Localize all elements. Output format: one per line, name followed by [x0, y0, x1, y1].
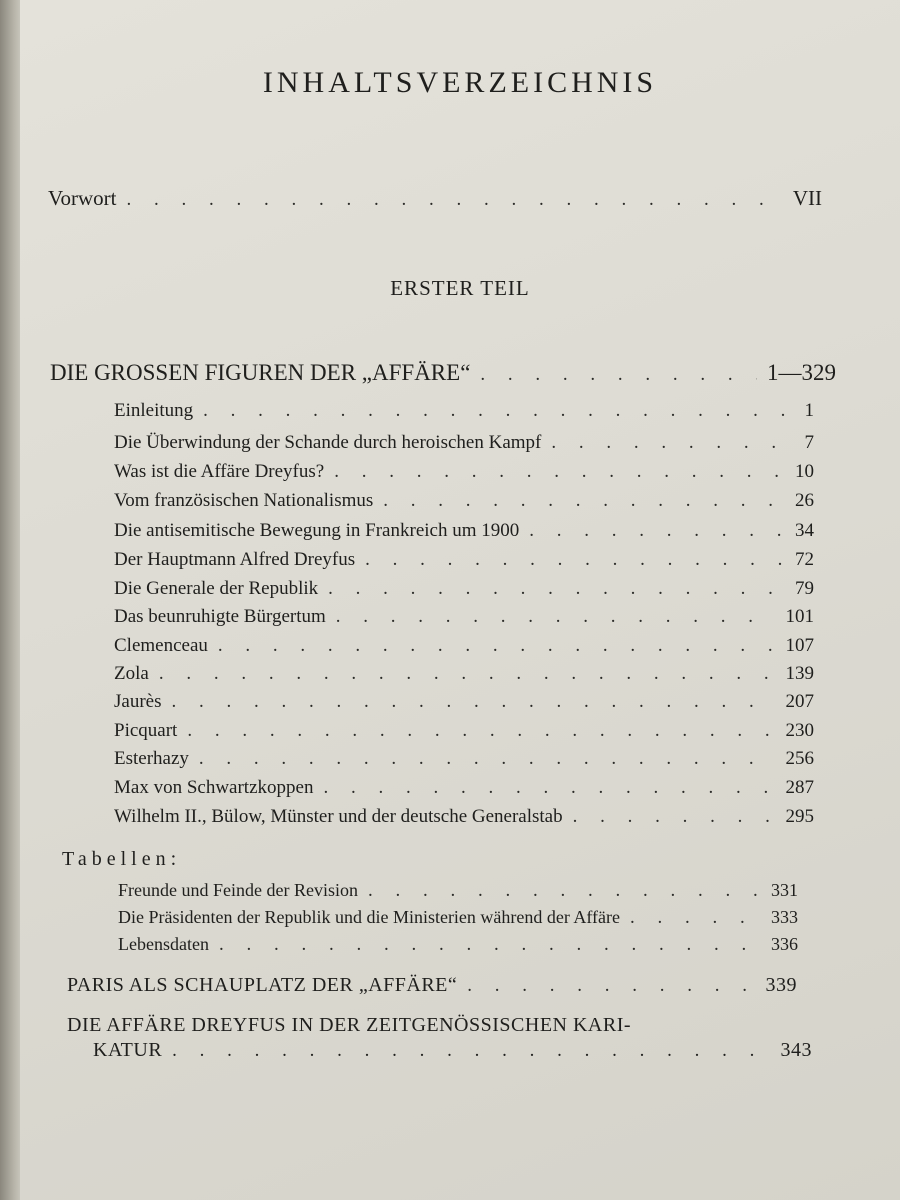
toc-label: Das beunruhigte Bürgertum [114, 606, 326, 627]
toc-row-section-2[interactable] [67, 974, 797, 997]
toc-entry[interactable] [114, 432, 814, 458]
toc-entry[interactable] [114, 490, 814, 516]
toc-page: 1 [804, 400, 814, 421]
toc-entry[interactable] [114, 635, 814, 661]
leader-dots [630, 907, 761, 929]
leader-dots [328, 578, 785, 600]
toc-table-entry[interactable] [118, 880, 798, 906]
toc-label: Vorwort [48, 186, 117, 210]
leader-dots [529, 520, 785, 542]
toc-page: 7 [804, 432, 814, 453]
toc-entry[interactable] [114, 549, 814, 575]
part-heading: ERSTER TEIL [390, 276, 530, 300]
toc-page: 101 [785, 606, 814, 627]
toc-label: Die antisemitische Bewegung in Frankreich um 1900 [114, 520, 520, 541]
toc-label: Jaurès [114, 691, 162, 712]
leader-dots [551, 432, 794, 454]
toc-row-section-3[interactable] [67, 1014, 812, 1062]
toc-label: Zola [114, 663, 149, 684]
toc-entry[interactable] [114, 777, 814, 803]
toc-entry[interactable] [114, 748, 814, 774]
toc-entry[interactable] [114, 691, 814, 717]
leader-dots [480, 364, 757, 386]
leader-dots [171, 691, 775, 713]
leader-dots [368, 880, 761, 902]
page-title: INHALTSVERZEICHNIS [262, 66, 658, 99]
leader-dots [365, 549, 785, 571]
toc-page: 107 [785, 635, 814, 656]
toc-label: Die Präsidenten der Republik und die Ministerien während der Affäre [118, 907, 621, 927]
section-heading: DIE GROSSEN FIGUREN DER „AFFÄRE“ [50, 360, 471, 385]
toc-entry[interactable] [114, 720, 814, 746]
leader-dots [218, 635, 776, 657]
toc-label: Clemenceau [114, 635, 208, 656]
toc-label: Die Überwindung der Schande durch heroischen Kampf [114, 432, 542, 453]
toc-table-entry[interactable] [118, 934, 798, 960]
section-heading-line1: DIE AFFÄRE DREYFUS IN DER ZEITGENÖSSISCHEN KARI- [67, 1014, 632, 1036]
book-page [20, 0, 900, 1200]
toc-page: 26 [795, 490, 814, 511]
toc-entry[interactable] [114, 578, 814, 604]
leader-dots [126, 189, 782, 211]
toc-page: 34 [795, 520, 814, 541]
toc-page: VII [792, 186, 822, 210]
leader-dots [336, 606, 776, 628]
leader-dots [172, 1040, 770, 1062]
leader-dots [383, 490, 785, 512]
toc-label: Der Hauptmann Alfred Dreyfus [114, 549, 356, 570]
toc-label: Picquart [114, 720, 178, 741]
toc-table-entry[interactable] [118, 907, 798, 933]
toc-page: 256 [785, 748, 814, 769]
leader-dots [219, 934, 761, 956]
toc-label: Esterhazy [114, 748, 189, 769]
leader-dots [323, 777, 775, 799]
toc-page: 333 [771, 907, 798, 927]
toc-page: 72 [795, 549, 814, 570]
toc-page: 336 [771, 934, 798, 954]
section-heading-line2: KATUR [93, 1039, 163, 1061]
toc-entry[interactable] [114, 806, 814, 832]
toc-label: Was ist die Affäre Dreyfus? [114, 461, 325, 482]
leader-dots [187, 720, 775, 742]
toc-page: 10 [795, 461, 814, 482]
toc-entry[interactable] [114, 461, 814, 487]
toc-entry[interactable] [114, 520, 814, 546]
toc-label: Die Generale der Republik [114, 578, 319, 599]
toc-page: 139 [785, 663, 814, 684]
toc-page: 230 [785, 720, 814, 741]
toc-page: 79 [795, 578, 814, 599]
toc-entry[interactable] [114, 606, 814, 632]
toc-page: 207 [785, 691, 814, 712]
toc-row-vorwort[interactable] [48, 186, 822, 211]
leader-dots [159, 663, 776, 685]
toc-page: 331 [771, 880, 798, 900]
leader-dots [573, 806, 776, 828]
leader-dots [199, 748, 776, 770]
section-heading: PARIS ALS SCHAUPLATZ DER „AFFÄRE“ [67, 974, 458, 996]
leader-dots [203, 400, 794, 422]
toc-entry[interactable] [114, 400, 814, 426]
toc-label: Max von Schwartzkoppen [114, 777, 314, 798]
toc-page: 295 [785, 806, 814, 827]
toc-page: 287 [785, 777, 814, 798]
toc-entry[interactable] [114, 663, 814, 689]
toc-label: Lebensdaten [118, 934, 209, 954]
toc-row-section-1[interactable] [50, 360, 836, 386]
leader-dots [334, 461, 785, 483]
toc-page: 343 [780, 1039, 812, 1061]
toc-page: 339 [765, 974, 797, 996]
toc-label: Vom französischen Nationalismus [114, 490, 374, 511]
toc-label: Einleitung [114, 400, 194, 421]
tables-heading: Tabellen: [62, 848, 182, 870]
toc-label: Freunde und Feinde der Revision [118, 880, 358, 900]
leader-dots [467, 975, 755, 997]
toc-label: Wilhelm II., Bülow, Münster und der deutsche Generalstab [114, 806, 563, 827]
toc-page-range: 1—329 [767, 360, 836, 385]
